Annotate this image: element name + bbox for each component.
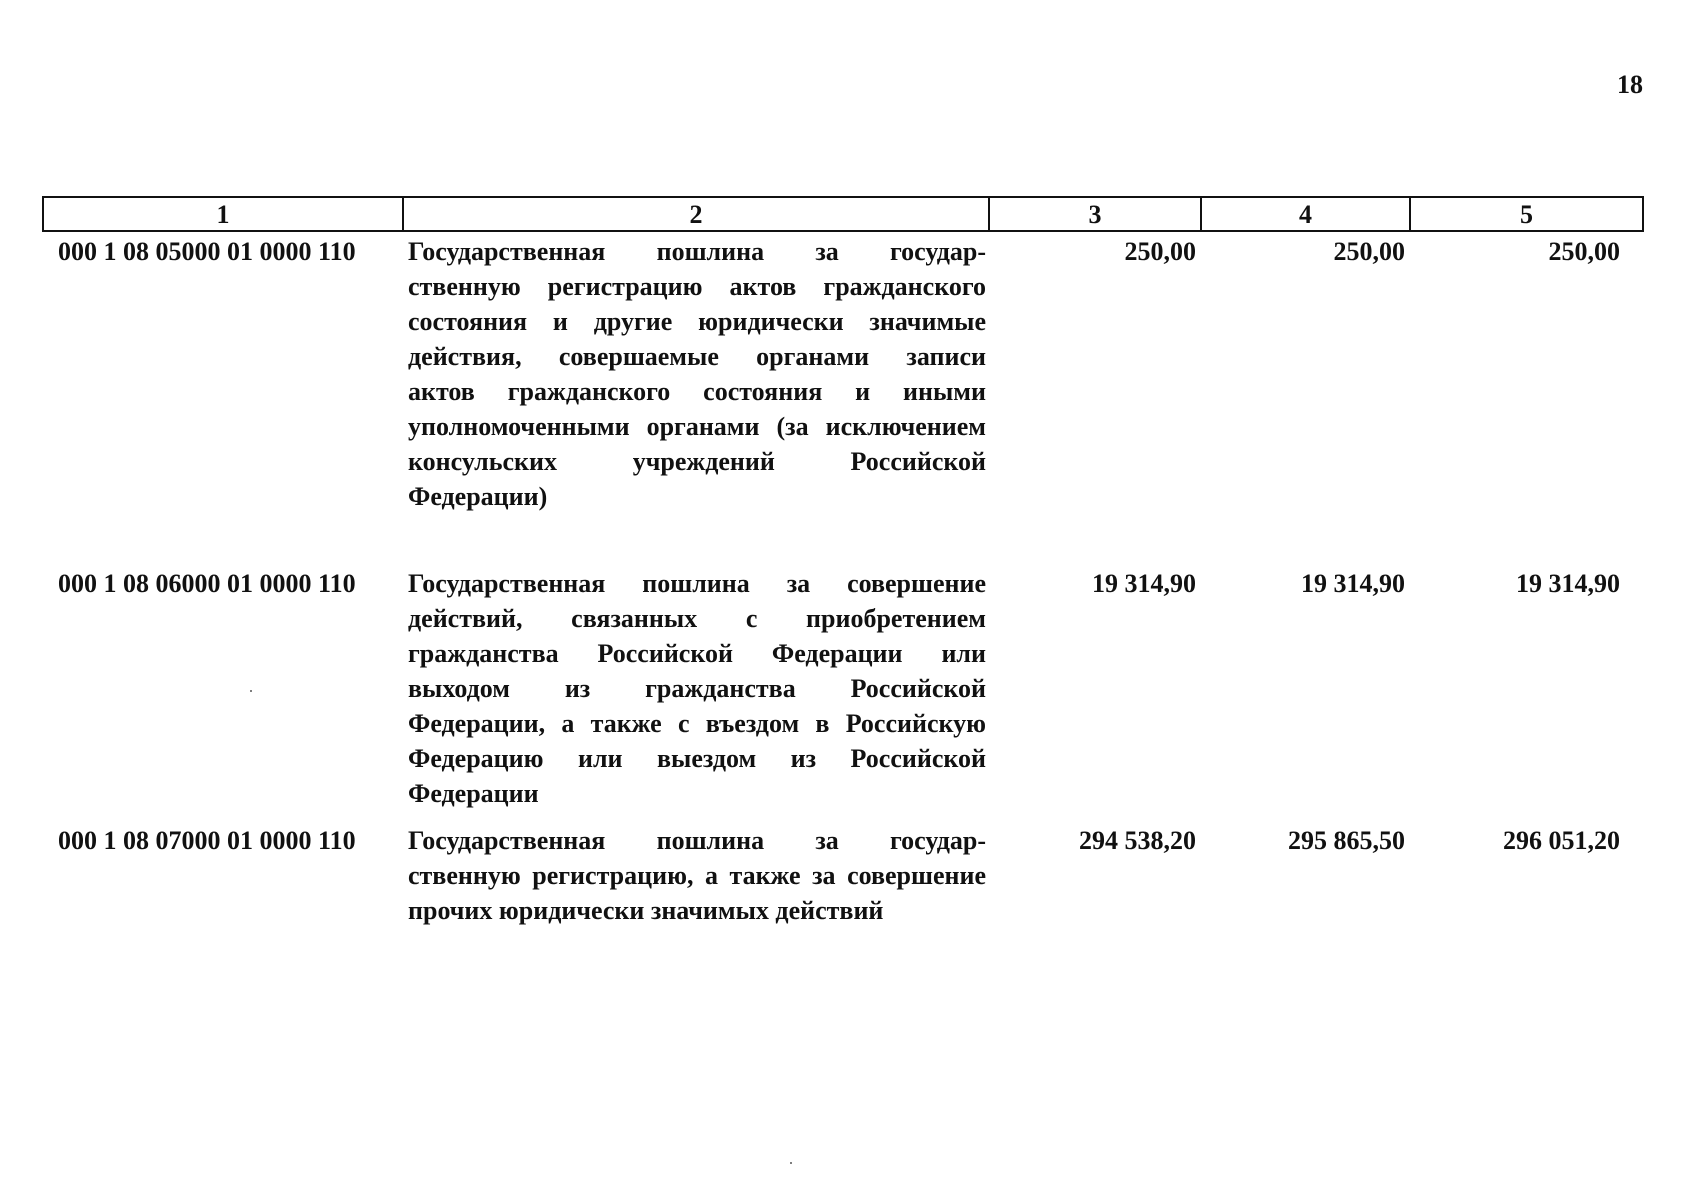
description-line: Государственная пошлина за государ- <box>408 826 986 855</box>
description-line: прочих юридически значимых действий <box>408 896 884 925</box>
row-value-4: 295 865,50 <box>1288 826 1405 855</box>
table-row <box>42 566 1644 811</box>
description-line: Федерации) <box>408 482 548 511</box>
description-line: действия, совершаемые органами записи <box>408 342 986 371</box>
description-line: выходом из гражданства Российской <box>408 674 986 703</box>
description-line: ственную регистрацию, а также за совершение <box>408 861 986 890</box>
column-header-3: 3 <box>990 198 1202 230</box>
column-header-5: 5 <box>1520 200 1533 229</box>
page-number: 18 <box>1617 70 1643 99</box>
description-line: консульских учреждений Российской <box>408 447 986 476</box>
row-description <box>402 823 988 928</box>
column-header-1: 1 <box>44 198 404 230</box>
row-description <box>402 566 988 811</box>
scan-speck <box>250 690 252 692</box>
description-line: действий, связанных с приобретением <box>408 604 986 633</box>
description-line: Федерации <box>408 779 539 808</box>
scan-speck <box>790 1162 792 1164</box>
row-value-3: 250,00 <box>1124 237 1196 266</box>
column-header-4: 4 <box>1202 198 1411 230</box>
row-value-5: 296 051,20 <box>1503 826 1620 855</box>
row-description <box>402 234 988 514</box>
description-line: Государственная пошлина за совершение <box>408 569 986 598</box>
table-row <box>42 823 1644 928</box>
description-line: Федерации, а также с въездом в Российскую <box>408 709 986 738</box>
row-value-5: 250,00 <box>1548 237 1620 266</box>
description-line: ственную регистрацию актов гражданского <box>408 272 986 301</box>
row-value-5: 19 314,90 <box>1516 569 1620 598</box>
description-line: состояния и другие юридически значимые <box>408 307 986 336</box>
description-line: актов гражданского состояния и иными <box>408 377 986 406</box>
column-header-2: 2 <box>404 198 990 230</box>
row-code: 000 1 08 05000 01 0000 110 <box>58 237 356 266</box>
row-value-3: 294 538,20 <box>1079 826 1196 855</box>
table-row <box>42 234 1644 514</box>
row-code: 000 1 08 06000 01 0000 110 <box>58 569 356 598</box>
row-value-4: 250,00 <box>1333 237 1405 266</box>
row-code: 000 1 08 07000 01 0000 110 <box>58 826 356 855</box>
table-header <box>42 196 1644 232</box>
description-line: гражданства Российской Федерации или <box>408 639 986 668</box>
row-value-3: 19 314,90 <box>1092 569 1196 598</box>
description-line: Федерацию или выездом из Российской <box>408 744 986 773</box>
row-value-4: 19 314,90 <box>1301 569 1405 598</box>
description-line: уполномоченными органами (за исключением <box>408 412 986 441</box>
description-line: Государственная пошлина за государ- <box>408 237 986 266</box>
